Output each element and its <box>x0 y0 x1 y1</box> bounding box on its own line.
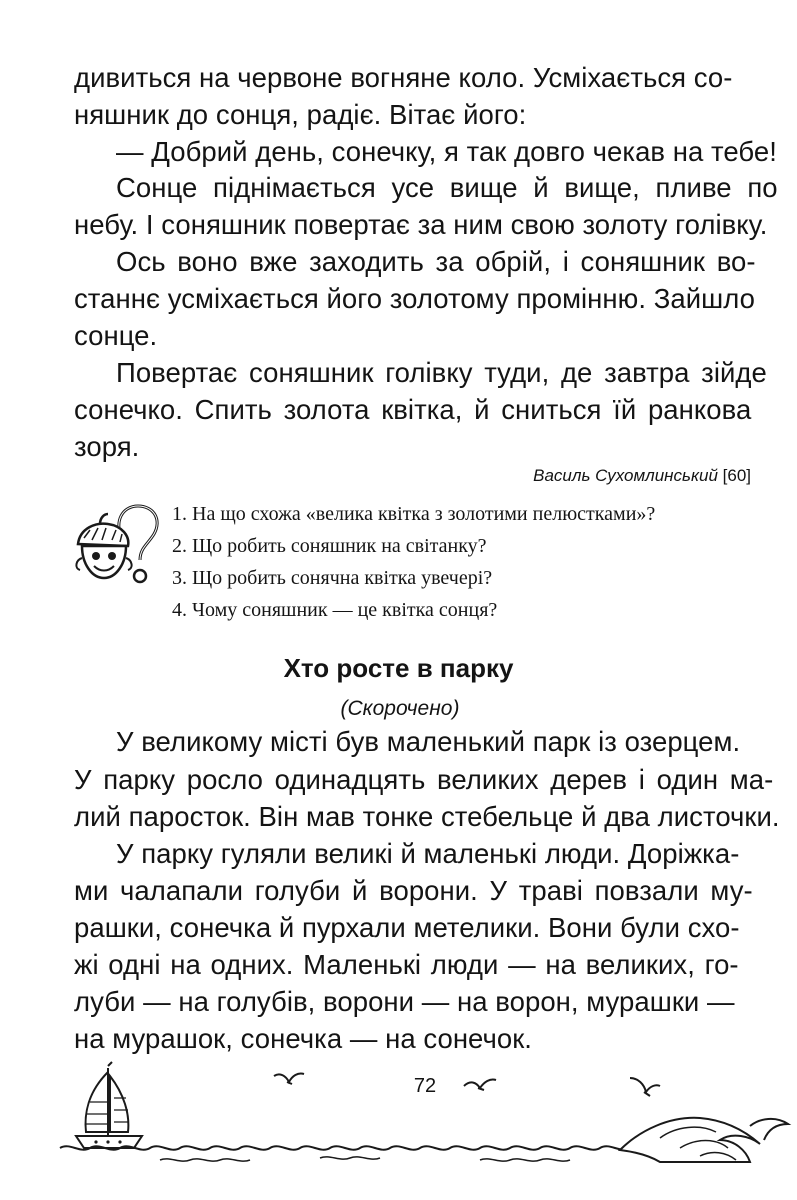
story-one-line: Ось воно вже заходить за обрій, і соняшник во- <box>116 246 756 277</box>
story-one-line: Повертає соняшник голівку туди, де завтра зійде <box>116 357 767 388</box>
seagull-icon <box>628 1074 662 1102</box>
story-two-line: У парку росло одинадцять великих дерев і один ма- <box>74 764 774 795</box>
story-one-line: дивиться на червоне вогняне коло. Усміхається со- <box>74 62 733 93</box>
story-one-line: зоря. <box>74 431 140 462</box>
story-one-line: небу. І соняшник повертає за ним свою золоту голівку. <box>74 209 768 240</box>
story-two-line: на мурашок, сонечка — на сонечок. <box>74 1023 532 1054</box>
waves-icon <box>60 1110 792 1170</box>
page-number: 72 <box>413 1075 437 1097</box>
story-one-line: няшник до сонця, радіє. Вітає його: <box>74 99 527 130</box>
question-item: 2. Що робить соняшник на світанку? <box>172 535 487 557</box>
author-attribution <box>533 466 751 486</box>
seagull-icon <box>462 1076 498 1094</box>
story-two-line: У парку гуляли великі й маленькі люди. Доріжка- <box>116 838 740 869</box>
story-two-line: ми чалапали голуби й ворони. У траві повзали му- <box>74 875 753 906</box>
story-one-line: Сонце піднімається усе вище й вище, пливе по <box>116 172 778 203</box>
story-two-line: луби — на голубів, ворони — на ворон, мурашки — <box>74 986 735 1017</box>
question-item: 3. Що робить сонячна квітка увечері? <box>172 567 493 589</box>
question-item: 1. На що схожа «велика квітка з золотими пелюстками»? <box>172 503 656 525</box>
story-two-line: У великому місті був маленький парк із озерцем. <box>116 726 741 757</box>
story-two-line: рашки, сонечка й пурхали метелики. Вони були схо- <box>74 912 740 943</box>
acorn-question-mark-icon <box>70 498 166 594</box>
story-one-line: станнє усміхається його золотому промінню. Зайшло <box>74 283 755 314</box>
story-subtitle: (Скорочено) <box>340 697 460 720</box>
source-reference: [60] <box>722 466 751 485</box>
question-item: 4. Чому соняшник — це квітка сонця? <box>172 599 498 621</box>
story-one-line: сонце. <box>74 320 158 351</box>
story-one-line: — Добрий день, сонечку, я так довго чекав на тебе! <box>116 136 777 167</box>
author-name: Василь Сухомлинський <box>533 466 718 485</box>
story-two-line: жі одні на одних. Маленькі люди — на великих, го- <box>74 949 739 980</box>
seagull-icon <box>272 1070 306 1088</box>
story-title: Хто росте в парку <box>283 653 514 683</box>
story-one-line: сонечко. Спить золота квітка, й сниться їй ранкова <box>74 394 752 425</box>
story-two-line: лий паросток. Він мав тонке стебельце й два листочки. <box>74 801 780 832</box>
